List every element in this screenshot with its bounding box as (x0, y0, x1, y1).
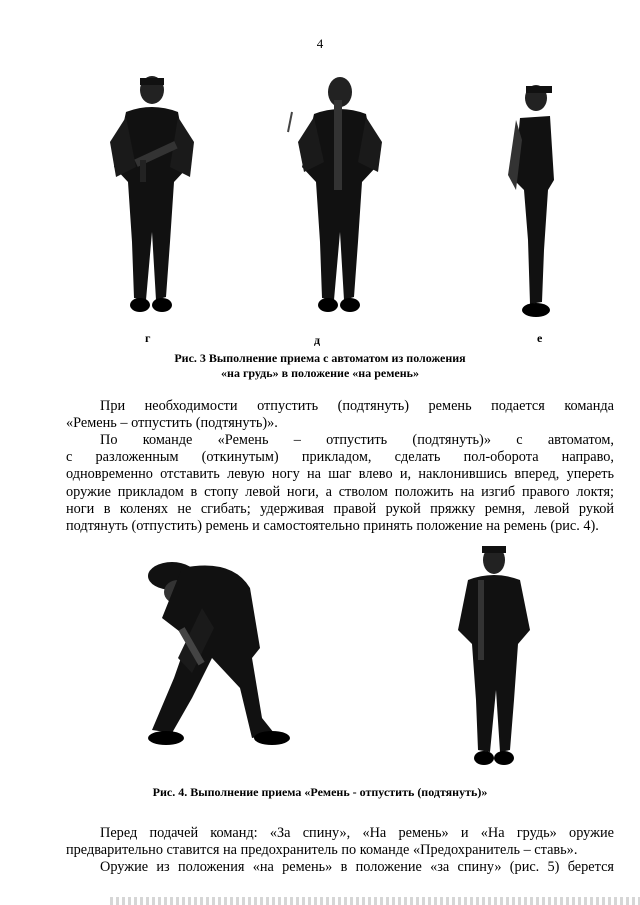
paragraph-4 (66, 859, 614, 876)
paragraph-3-line-1: Перед подачей команд: «За спину», «На ремень» и «На грудь» оружие (100, 825, 614, 841)
paragraph-3-line-2: предварительно ставится на предохранитель по команде «Предохранитель – ставь». (66, 842, 578, 859)
figure-3-label-d: д (314, 333, 321, 347)
figure-3-photo-e (492, 80, 572, 325)
figure-3-label-e: е (537, 331, 543, 345)
paragraph-2-line-3: одновременно отставить левую ногу на шаг влево и, наклонившись вперед, упереть (66, 466, 614, 483)
figure-3-caption (0, 351, 640, 381)
paragraph-1 (66, 398, 614, 432)
paragraph-2 (66, 432, 614, 535)
paragraph-2-line-2: с разложенным (откинутым) прикладом, сделать пол-оборота направо, (66, 449, 614, 466)
paragraph-1-line-1: При необходимости отпустить (подтянуть) ремень подается команда (100, 398, 614, 414)
paragraph-3 (66, 825, 614, 859)
figure-4-photo-left (132, 548, 302, 748)
paragraph-4-line-1: Оружие из положения «на ремень» в положение «за спину» (рис. 5) берется (100, 859, 614, 875)
figure-3-photo-d (284, 72, 394, 322)
figure-4-photo-right (442, 540, 542, 768)
paragraph-2-line-6: подтянуть (отпустить) ремень и самостоятельно принять положение на ремень (рис. 4). (66, 518, 599, 535)
figure-4-caption: Рис. 4. Выполнение приема «Ремень - отпустить (подтянуть)» (152, 785, 488, 799)
paragraph-1-line-2: «Ремень – отпустить (подтянуть)». (66, 415, 278, 432)
figure-3-label-g: г (145, 331, 151, 345)
scan-artifact-strip (110, 897, 640, 905)
paragraph-2-line-1: По команде «Ремень – отпустить (подтянуть)» с автоматом, (100, 432, 614, 448)
page-number: 4 (316, 36, 324, 51)
figure-3-photo-g (96, 72, 206, 322)
figure-3-caption-line-2: «на грудь» в положение «на ремень» (221, 366, 419, 380)
paragraph-2-line-5: ноги в коленях не сгибать; удерживая правой рукой пряжку ремня, левой рукой (66, 500, 614, 517)
figure-3-caption-line-1: Рис. 3 Выполнение приема с автоматом из положения (174, 351, 466, 365)
paragraph-2-line-4: оружие прикладом в стопу левой ноги, а стволом положить на изгиб правого локтя; (66, 483, 614, 500)
